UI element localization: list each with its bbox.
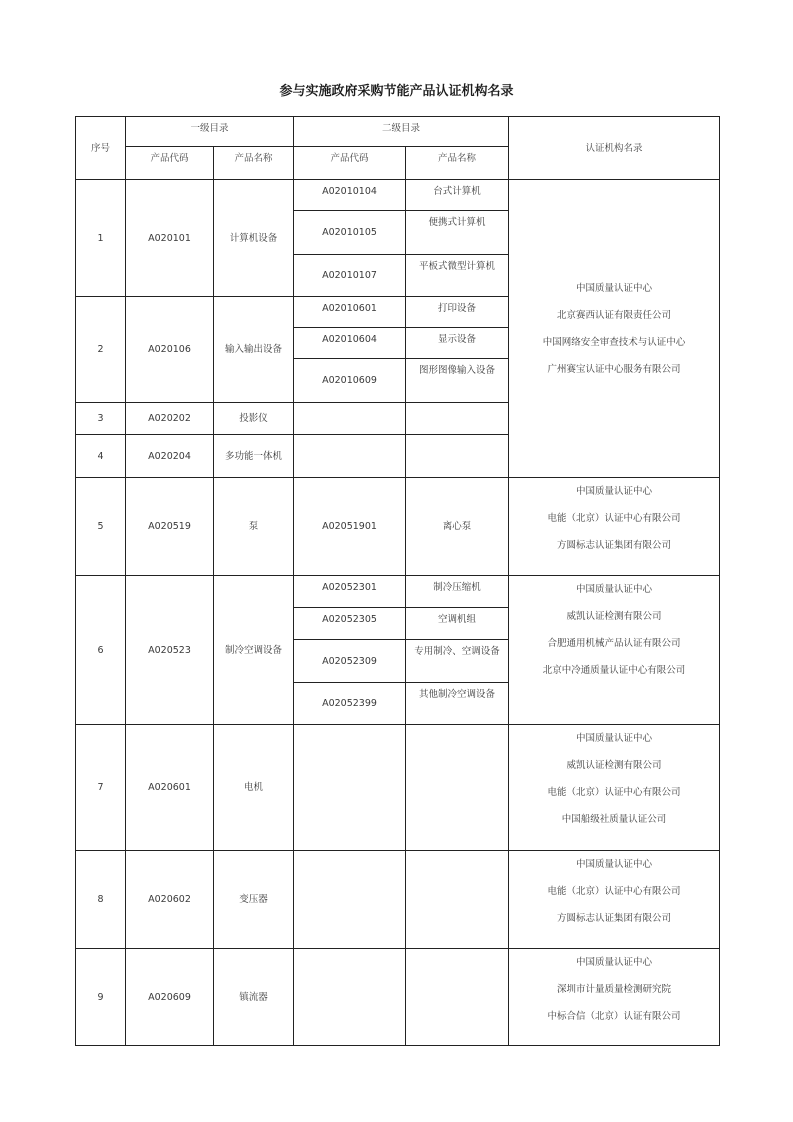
row-seq: 5 bbox=[76, 478, 126, 576]
page-title: 参与实施政府采购节能产品认证机构名录 bbox=[279, 84, 514, 99]
row-seq: 3 bbox=[76, 403, 126, 435]
row-name: 电机 bbox=[214, 725, 294, 851]
org-name: 中国质量认证中心 bbox=[576, 584, 653, 595]
row-code: A020602 bbox=[126, 851, 214, 949]
sub-code: A02010609 bbox=[294, 359, 406, 403]
sub-name: 便携式计算机 bbox=[406, 211, 509, 255]
row-name: 泵 bbox=[214, 478, 294, 576]
org-name: 中国质量认证中心 bbox=[576, 859, 653, 870]
row-seq: 7 bbox=[76, 725, 126, 851]
org-name: 中标合信（北京）认证有限公司 bbox=[547, 1011, 681, 1022]
sub-name: 台式计算机 bbox=[406, 180, 509, 211]
sub-code: A02052305 bbox=[294, 608, 406, 640]
org-name: 电能（北京）认证中心有限公司 bbox=[547, 513, 681, 524]
sub-code bbox=[294, 851, 406, 949]
sub-code: A02010104 bbox=[294, 180, 406, 211]
org-name: 中国质量认证中心 bbox=[576, 486, 653, 497]
row-seq: 6 bbox=[76, 576, 126, 725]
orgs-cell-group-a bbox=[509, 180, 720, 478]
org-name: 电能（北京）认证中心有限公司 bbox=[547, 886, 681, 897]
sub-code: A02010604 bbox=[294, 328, 406, 359]
orgs-cell-row6 bbox=[509, 576, 720, 725]
sub-name: 打印设备 bbox=[406, 297, 509, 328]
sub-code: A02052309 bbox=[294, 640, 406, 683]
header-orgs: 认证机构名录 bbox=[509, 117, 720, 180]
row-name: 变压器 bbox=[214, 851, 294, 949]
row-code: A020601 bbox=[126, 725, 214, 851]
header-name-1: 产品名称 bbox=[214, 147, 294, 180]
row-seq: 2 bbox=[76, 297, 126, 403]
sub-name: 图形图像输入设备 bbox=[406, 359, 509, 403]
row-seq: 8 bbox=[76, 851, 126, 949]
certification-table bbox=[75, 116, 720, 1046]
sub-name: 空调机组 bbox=[406, 608, 509, 640]
header-name-2: 产品名称 bbox=[406, 147, 509, 180]
sub-code: A02010105 bbox=[294, 211, 406, 255]
sub-code bbox=[294, 403, 406, 435]
row-code: A020523 bbox=[126, 576, 214, 725]
org-name: 中国质量认证中心 bbox=[576, 957, 653, 968]
header-level1: 一级目录 bbox=[126, 117, 294, 147]
table-row bbox=[76, 180, 720, 211]
org-name: 中国船级社质量认证公司 bbox=[561, 814, 667, 825]
table-row bbox=[76, 478, 720, 576]
header-code-2: 产品代码 bbox=[294, 147, 406, 180]
row-seq: 9 bbox=[76, 949, 126, 1046]
row-name: 计算机设备 bbox=[214, 180, 294, 297]
sub-name: 离心泵 bbox=[406, 478, 509, 576]
row-name: 制冷空调设备 bbox=[214, 576, 294, 725]
sub-name: 显示设备 bbox=[406, 328, 509, 359]
sub-name: 其他制冷空调设备 bbox=[406, 683, 509, 725]
sub-code bbox=[294, 725, 406, 851]
row-code: A020609 bbox=[126, 949, 214, 1046]
header-code-1: 产品代码 bbox=[126, 147, 214, 180]
sub-name bbox=[406, 403, 509, 435]
orgs-cell-row8 bbox=[509, 851, 720, 949]
org-name: 中国质量认证中心 bbox=[576, 282, 653, 294]
org-name: 方圆标志认证集团有限公司 bbox=[557, 540, 672, 551]
sub-name bbox=[406, 435, 509, 478]
org-name: 深圳市计量质量检测研究院 bbox=[557, 984, 672, 995]
table-row bbox=[76, 949, 720, 1046]
sub-code: A02052301 bbox=[294, 576, 406, 608]
sub-name bbox=[406, 949, 509, 1046]
org-name: 威凯认证检测有限公司 bbox=[566, 760, 662, 771]
row-name: 多功能一体机 bbox=[214, 435, 294, 478]
org-name: 广州赛宝认证中心服务有限公司 bbox=[547, 363, 681, 375]
header-level2: 二级目录 bbox=[294, 117, 509, 147]
row-code: A020101 bbox=[126, 180, 214, 297]
org-name: 合肥通用机械产品认证有限公司 bbox=[547, 638, 681, 649]
row-seq: 1 bbox=[76, 180, 126, 297]
header-seq: 序号 bbox=[76, 117, 126, 180]
org-name: 北京赛西认证有限责任公司 bbox=[557, 309, 672, 321]
row-code: A020519 bbox=[126, 478, 214, 576]
sub-code bbox=[294, 949, 406, 1046]
row-name: 镇流器 bbox=[214, 949, 294, 1046]
org-name: 威凯认证检测有限公司 bbox=[566, 611, 662, 622]
sub-code: A02010107 bbox=[294, 255, 406, 297]
org-name: 中国网络安全审查技术与认证中心 bbox=[542, 336, 686, 348]
row-seq: 4 bbox=[76, 435, 126, 478]
orgs-cell-row7 bbox=[509, 725, 720, 851]
row-code: A020106 bbox=[126, 297, 214, 403]
table-row bbox=[76, 725, 720, 851]
row-name: 投影仪 bbox=[214, 403, 294, 435]
orgs-cell-row5 bbox=[509, 478, 720, 576]
org-name: 电能（北京）认证中心有限公司 bbox=[547, 787, 681, 798]
row-code: A020204 bbox=[126, 435, 214, 478]
sub-code bbox=[294, 435, 406, 478]
org-name: 中国质量认证中心 bbox=[576, 733, 653, 744]
org-name: 北京中冷通质量认证中心有限公司 bbox=[542, 665, 686, 676]
sub-code: A02051901 bbox=[294, 478, 406, 576]
sub-name: 专用制冷、空调设备 bbox=[406, 640, 509, 683]
table-row bbox=[76, 851, 720, 949]
sub-name: 平板式微型计算机 bbox=[406, 255, 509, 297]
sub-code: A02052399 bbox=[294, 683, 406, 725]
sub-code: A02010601 bbox=[294, 297, 406, 328]
sub-name bbox=[406, 725, 509, 851]
sub-name bbox=[406, 851, 509, 949]
table-row bbox=[76, 576, 720, 608]
sub-name: 制冷压缩机 bbox=[406, 576, 509, 608]
row-name: 输入输出设备 bbox=[214, 297, 294, 403]
orgs-cell-row9 bbox=[509, 949, 720, 1046]
row-code: A020202 bbox=[126, 403, 214, 435]
org-name: 方圆标志认证集团有限公司 bbox=[557, 913, 672, 924]
